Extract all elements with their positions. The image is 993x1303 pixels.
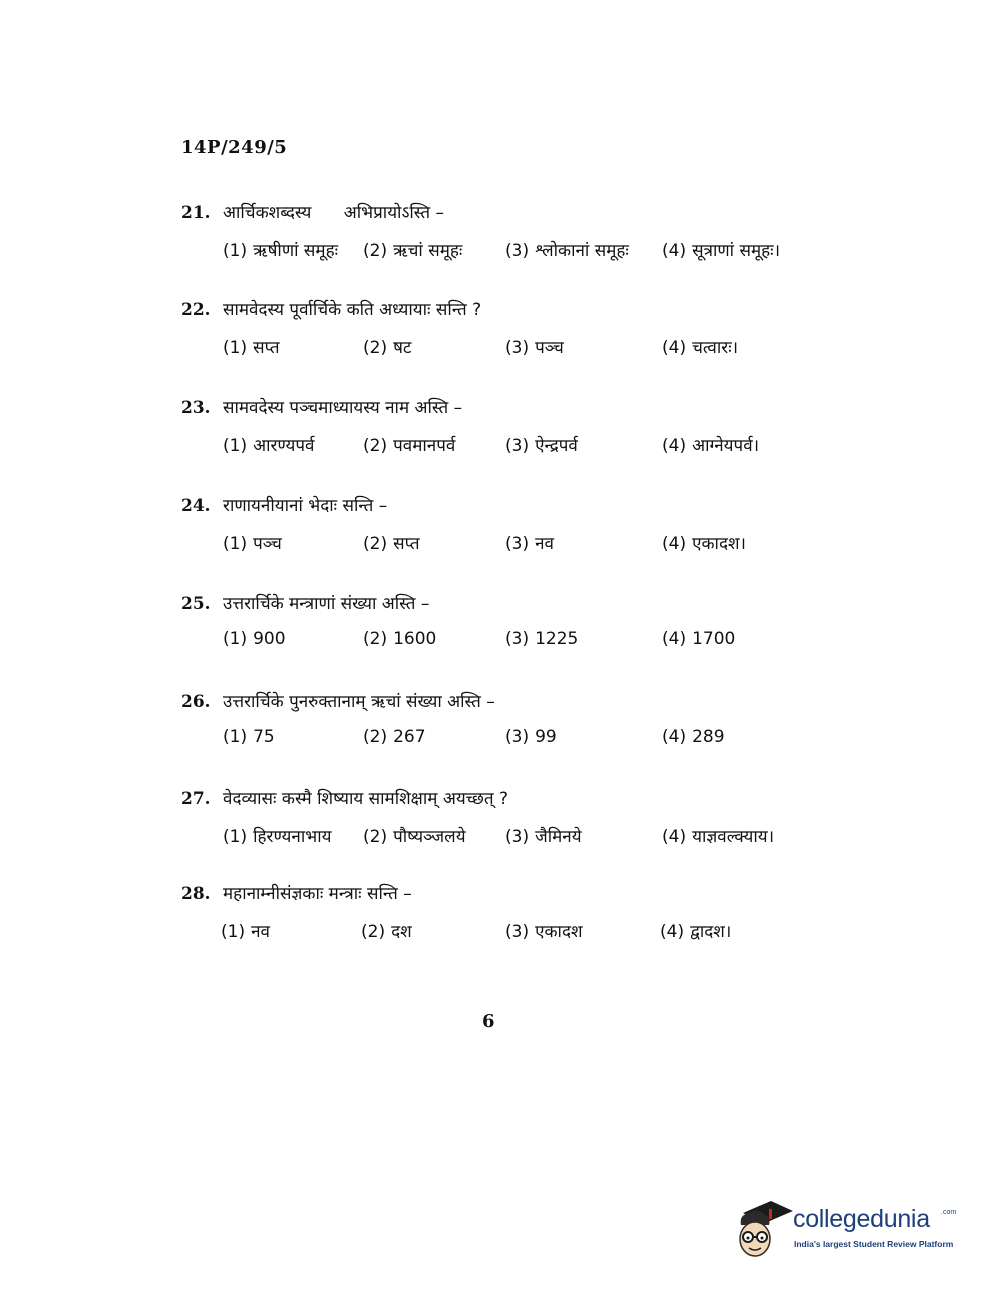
- option-4: (4) 289: [662, 727, 725, 747]
- option-3: (3) ऐन्द्रपर्व: [505, 436, 578, 456]
- option-4: (4) सूत्राणां समूहः।: [662, 241, 781, 261]
- option-1: (1) नव: [221, 922, 270, 942]
- option-2: (2) सप्त: [363, 534, 420, 554]
- question-28: [181, 881, 821, 961]
- question-text: महानाम्नीसंज्ञकाः मन्त्राः सन्ति –: [223, 884, 412, 904]
- question-number: 24.: [181, 496, 211, 516]
- logo-wordmark: collegedunia: [793, 1205, 930, 1233]
- page-number: 6: [482, 1011, 495, 1032]
- question-text: राणायनीयानां भेदाः सन्ति –: [223, 496, 388, 516]
- option-4: (4) याज्ञवल्क्याय।: [662, 827, 775, 847]
- option-1: (1) आरण्यपर्व: [223, 436, 315, 456]
- question-21: [181, 200, 821, 280]
- option-1: (1) सप्त: [223, 338, 280, 358]
- option-3: (3) जैमिनये: [505, 827, 582, 847]
- option-4: (4) आग्नेयपर्व।: [662, 436, 760, 456]
- question-text: सामवेदस्य पूर्वार्चिके कति अध्यायाः सन्ति ?: [223, 300, 482, 320]
- option-3: (3) 1225: [505, 629, 579, 649]
- question-25: [181, 591, 821, 671]
- question-text: उत्तरार्चिके पुनरुक्तानाम् ऋचां संख्या अस्ति –: [223, 692, 495, 712]
- question-number: 22.: [181, 300, 211, 320]
- question-number: 26.: [181, 692, 211, 712]
- option-3: (3) पञ्च: [505, 338, 564, 358]
- question-text: वेदव्यासः कस्मै शिष्याय सामशिक्षाम् अयच्छत् ?: [223, 789, 508, 809]
- question-text: सामवदेस्य पञ्चमाध्यायस्य नाम अस्ति –: [223, 398, 463, 418]
- option-3: (3) एकादश: [505, 922, 583, 942]
- option-1: (1) पञ्च: [223, 534, 282, 554]
- option-1: (1) 75: [223, 727, 275, 747]
- option-2: (2) 267: [363, 727, 426, 747]
- question-27: [181, 786, 821, 866]
- option-3: (3) श्लोकानां समूहः: [505, 241, 629, 261]
- question-number: 25.: [181, 594, 211, 614]
- option-2: (2) 1600: [363, 629, 437, 649]
- option-1: (1) ऋषीणां समूहः: [223, 241, 339, 261]
- option-2: (2) पौष्यञ्जलये: [363, 827, 466, 847]
- paper-code: 14P/249/5: [181, 137, 288, 158]
- question-23: [181, 395, 821, 475]
- mascot-icon: [735, 1195, 795, 1275]
- option-4: (4) चत्वारः।: [662, 338, 739, 358]
- option-2: (2) ऋचां समूहः: [363, 241, 463, 261]
- question-text: उत्तरार्चिके मन्त्राणां संख्या अस्ति –: [223, 594, 430, 614]
- option-3: (3) नव: [505, 534, 554, 554]
- question-number: 28.: [181, 884, 211, 904]
- option-4: (4) एकादश।: [662, 534, 746, 554]
- collegedunia-logo: [735, 1195, 965, 1275]
- question-number: 21.: [181, 203, 211, 223]
- question-22: [181, 297, 821, 377]
- logo-domain: .com: [941, 1209, 957, 1216]
- option-2: (2) पवमानपर्व: [363, 436, 456, 456]
- option-1: (1) 900: [223, 629, 286, 649]
- option-2: (2) षट: [363, 338, 412, 358]
- option-4: (4) 1700: [662, 629, 736, 649]
- question-24: [181, 493, 821, 573]
- option-1: (1) हिरण्यनाभाय: [223, 827, 332, 847]
- option-3: (3) 99: [505, 727, 557, 747]
- question-number: 23.: [181, 398, 211, 418]
- question-text: आर्चिकशब्दस्य अभिप्रायोऽस्ति –: [223, 203, 445, 223]
- option-4: (4) द्वादश।: [660, 922, 732, 942]
- question-26: [181, 689, 821, 769]
- question-number: 27.: [181, 789, 211, 809]
- option-2: (2) दश: [361, 922, 412, 942]
- logo-tagline: India's largest Student Review Platform: [794, 1239, 954, 1249]
